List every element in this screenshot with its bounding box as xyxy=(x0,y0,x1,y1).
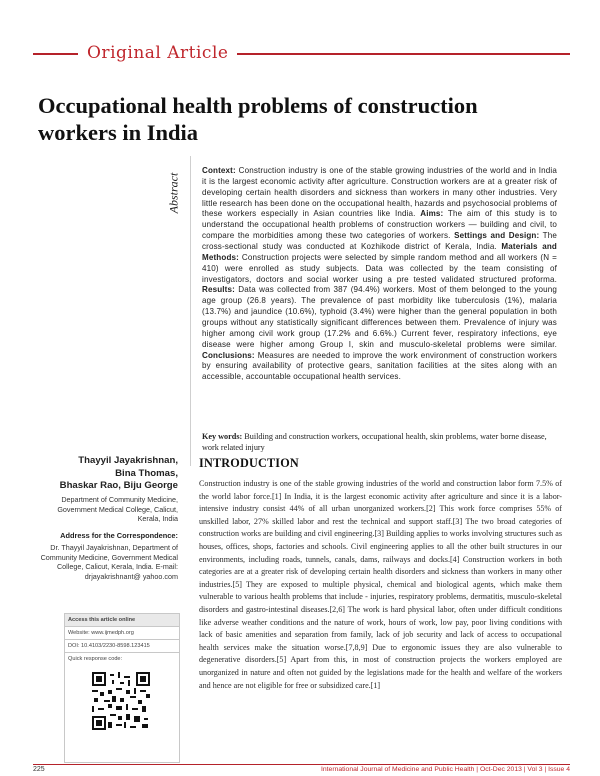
abstract-side-label: Abstract xyxy=(166,172,181,213)
author-line-2: Bina Thomas, xyxy=(115,467,178,479)
author-list xyxy=(38,455,178,493)
article-type-tag: Original Article xyxy=(78,43,237,63)
qr-code-icon[interactable] xyxy=(92,672,150,730)
abstract-text: Context: Construction industry is one of the stable growing industries of the world and in India it is the largest economic activity after agriculture. Construction workers are at a greater risk of developing certain health disorders and sickness than workers in many other industries. Very little research has been done on the occupational health, hazards and psychosocial problems of these workers especially in Asian countries like India. Aims: The aim of this study is to understand the occupational health problems of construction workers — building and civil, to compare the morbidities among these two categories of workers. Settings and Design: The cross-sectional study was conducted at Kozhikode district of Kerala, India. Materials and Methods: Construction projects were selected by simple random method and all workers (N = 410) were enrolled as study subjects. Data was collected by the team consisting of investigators, doctors and social worker using a pre tested validated structured proforma. Results: Data was collected from 387 (94.4%) workers. Most of them belonged to the young age group (26.8 years). The prevalence of past morbidity like tuberculosis (1%), malaria (13.7%) and jaundice (10.6%), typhoid (3.4%) were higher than the general population in both groups without any statistically significant differences between them. Prevalence of injury was higher among civil work group (17.2% and 6.6%.) Current fever, respiratory infections, eye disease were higher among Group I, skin and musculo-skeletal problems were similar. Conclusions: Measures are needed to improve the work environment of construction workers by ensuring availability of protective gears, sanitation facilities at the sites along with an accessible, accountable occupational health services. xyxy=(202,166,557,382)
correspondence-heading: Address for the Correspondence: xyxy=(60,531,178,540)
doi-link[interactable]: DOI: 10.4103/2230-8598.123415 xyxy=(65,640,179,653)
introduction-body: Construction industry is one of the stable growing industries of the world and construction labor form 7.5% of the world labor force.[1] In India, it is the largest economic activity after agriculture and since it is a labor-intensive industry consist 44% of all urban unorganized workers.[2] This work force comprises 55% of unskilled labor, 27% skilled labor and rest the technical and support staff.[3] The two broad categories of construction works are building and civil engineering.[3] Building applies to works involving structures such as houses, offices, shops, factories and schools. Civil engineering applies to all the other built structures in our environments, including roads, tunnels, canals, dams, railways and docks.[4] Construction workers in both categories are at a greater risk of developing certain health disorders and sickness than workers in many other industries.[5] They are exposed to multiple physical, chemical and biological agents, which make them vulnerable to various health problems that include - injuries, respiratory problems, dermatitis, musculo-skeletal disorders and gastro-intestinal diseases.[2,6] The work is hard physical labor, often under difficult conditions like adverse weather conditions and the nature of work, hours of work, low pay, poor living conditions with lack of basic amenities and separation from family, lack of job security and lack of access to occupational health services make the situation worse.[7,8,9] Due to ergonomic issues they are also vulnerable to degenerative disorders.[5] Apart from this, in most of construction projects the workers employed are unorganized in nature and often not guided by the legislations made for the health and welfare of the workers and hence are not eligible for free or subsidized care.[1] xyxy=(199,479,562,690)
qr-label: Quick response code: xyxy=(68,656,123,662)
footer-rule xyxy=(33,764,570,765)
author-line-1: Thayyil Jayakrishnan, xyxy=(78,455,178,466)
journal-citation: International Journal of Medicine and Public Health | Oct-Dec 2013 | Vol 3 | Issue 4 xyxy=(321,766,570,773)
author-line-3: Bhaskar Rao, Biju George xyxy=(59,480,178,492)
affiliation: Department of Community Medicine, Government Medical College, Calicut, Kerala, India xyxy=(57,495,178,523)
keywords: Key words: Building and construction workers, occupational health, skin problems, water borne disease, work related injury xyxy=(202,432,547,452)
website-link[interactable]: Website: www.ijmedph.org xyxy=(65,627,179,640)
section-heading-introduction: INTRODUCTION xyxy=(199,456,299,470)
access-heading: Access this article online xyxy=(65,614,179,627)
page-number: 225 xyxy=(33,766,45,773)
correspondence-address: Dr. Thayyil Jayakrishnan, Department of Community Medicine, Government Medical College, Calicut, Kerala, India. E-mail: drjayakrishnant@ yahoo.com xyxy=(40,543,178,581)
article-title: Occupational health problems of construction workers in India xyxy=(38,93,478,145)
access-online-box xyxy=(64,613,180,763)
